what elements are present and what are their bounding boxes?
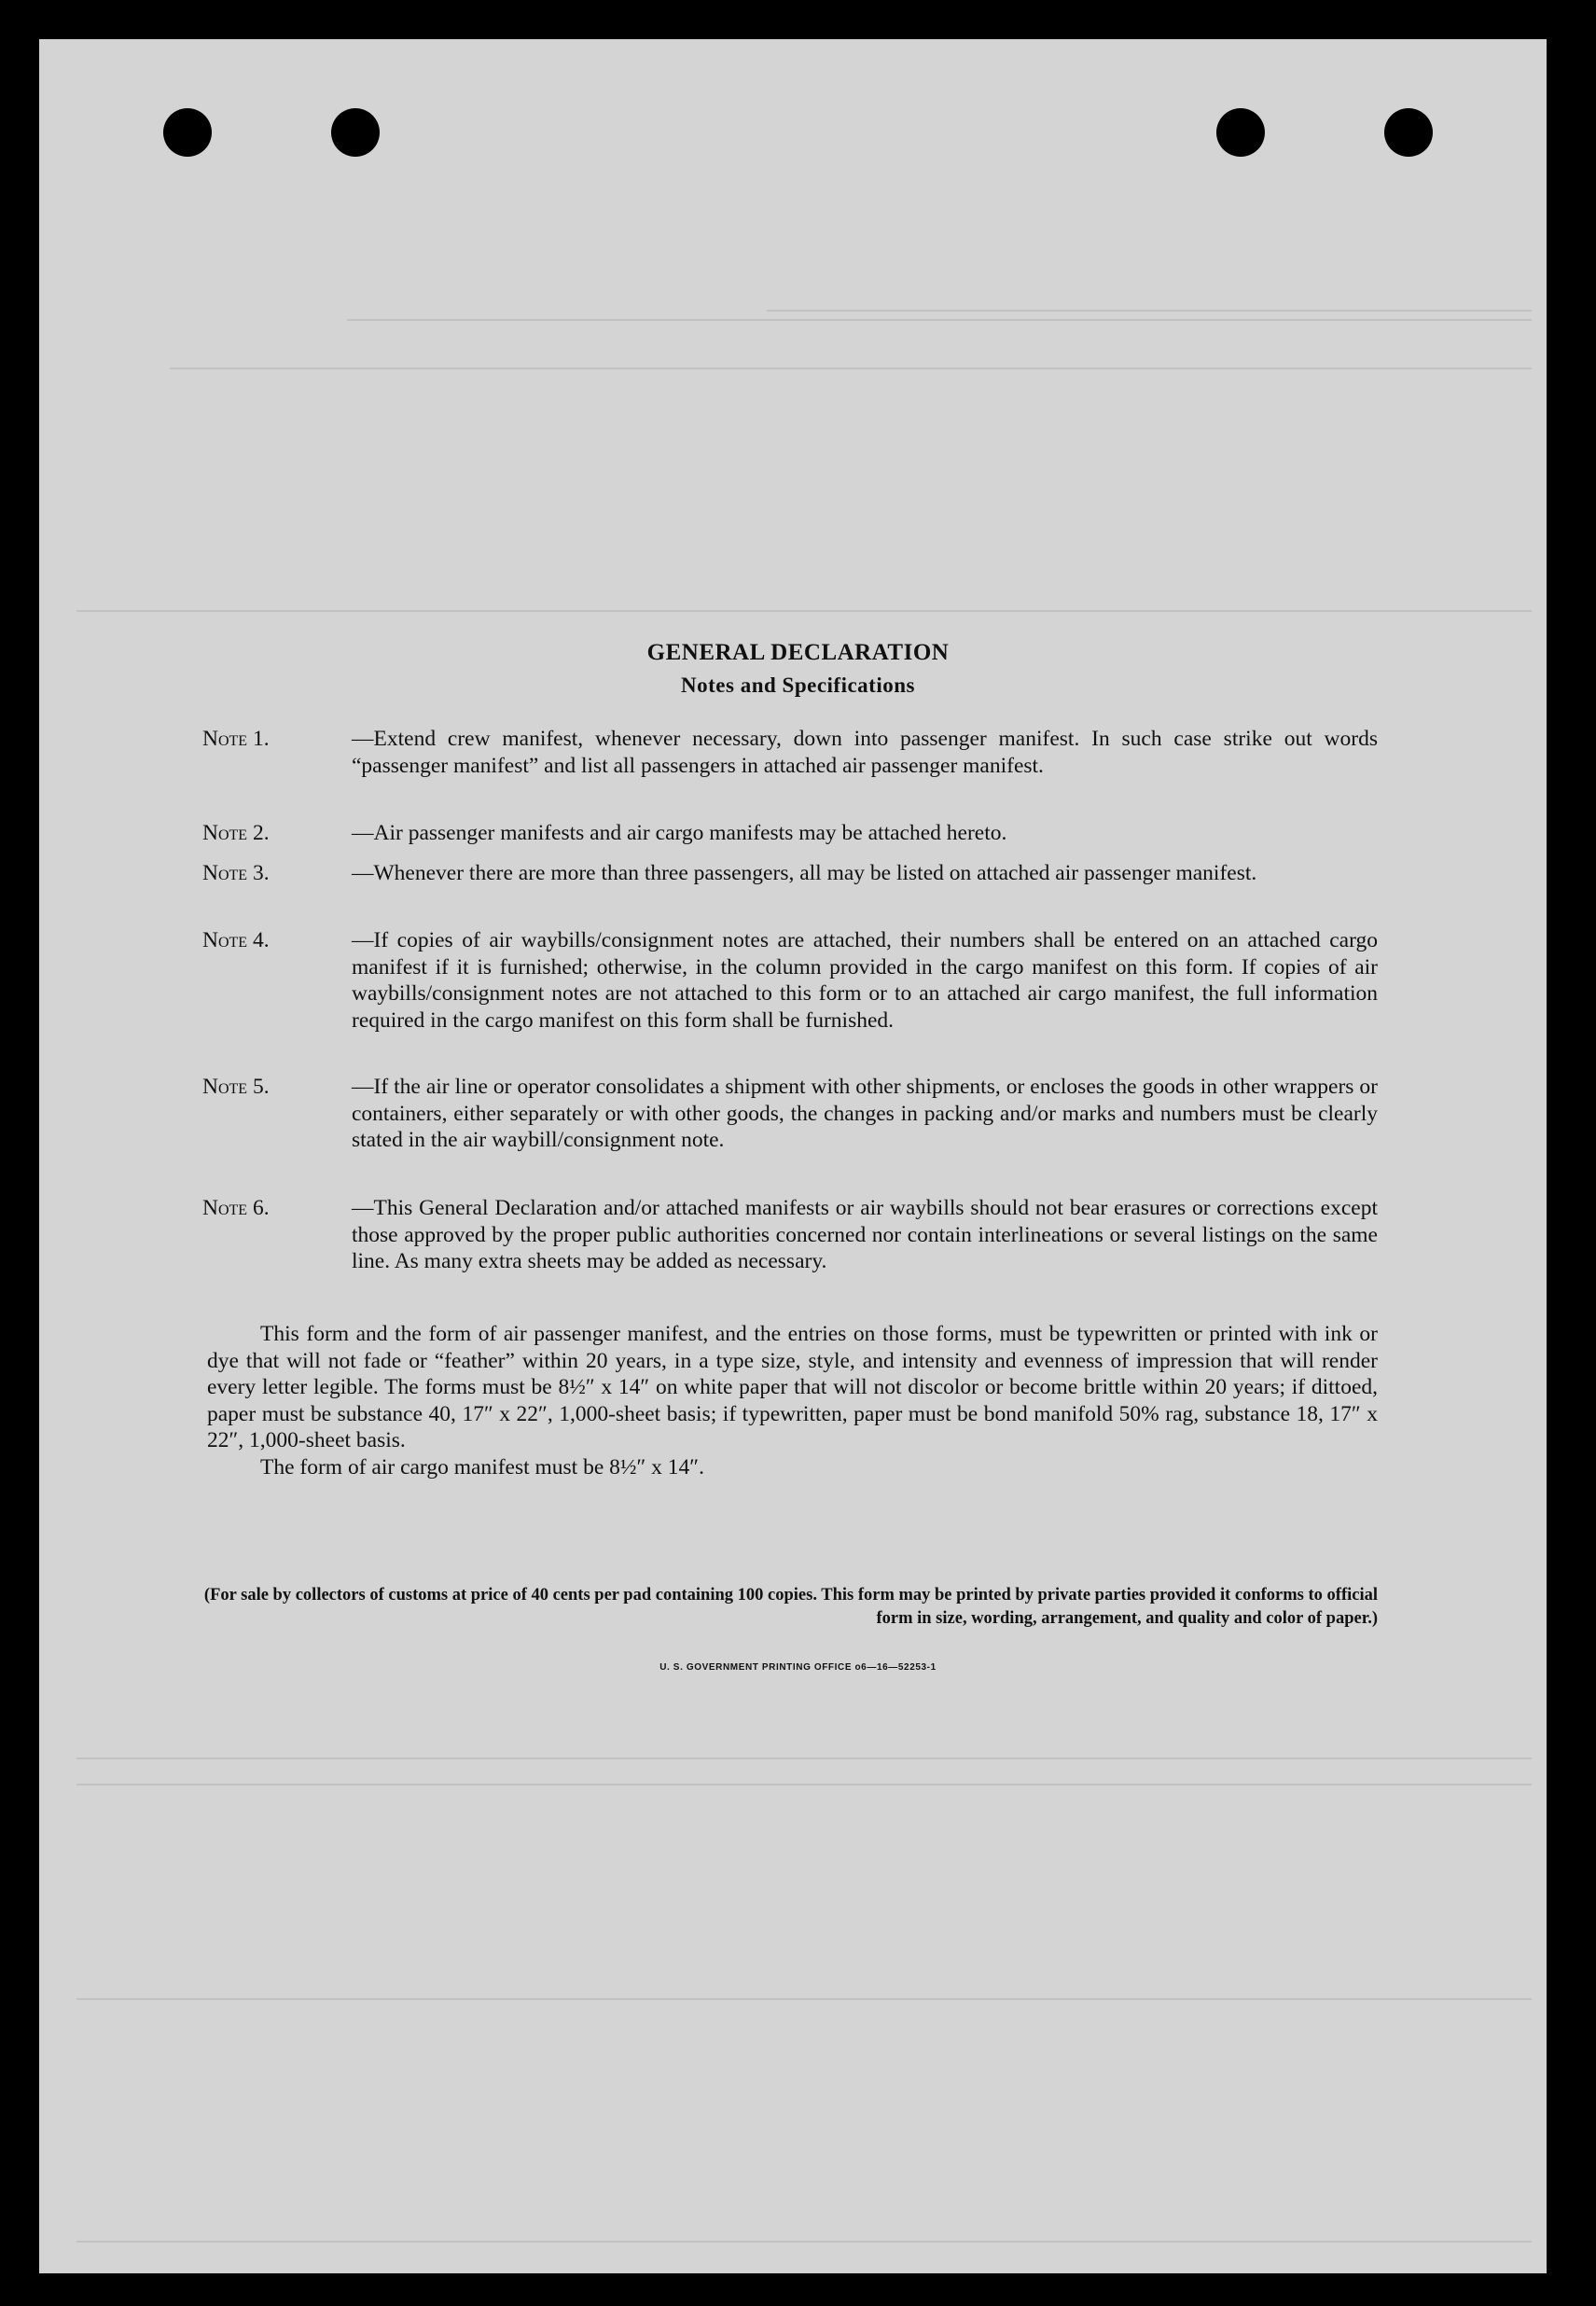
note-label: Note 5. [202, 1075, 270, 1099]
punch-hole-far-right [1384, 108, 1433, 157]
document-page [39, 39, 1547, 2273]
document-subtitle: Notes and Specifications [681, 674, 915, 697]
note-text: —Whenever there are more than three passengers, all may be listed on attached air passenger manifest. [352, 861, 1257, 885]
bleed-through-rule [347, 319, 1532, 321]
note-label: Note 3. [202, 861, 270, 885]
bleed-through-rule [76, 1998, 1532, 2000]
note-6 [202, 1195, 1378, 1275]
note-text: —If copies of air waybills/consignment notes are attached, their numbers shall be entered on an attached cargo manifest if it is furnished; otherwise, in the column provided in the cargo manifest on this form. If copies of air waybills/consignment notes are not attached to this form or to an attached air cargo manifest, the full information required in the cargo manifest on this form shall be furnished. [352, 928, 1378, 1033]
cargo-size-text: The form of air cargo manifest must be 8½″ x 14″. [260, 1454, 704, 1479]
punch-hole-left [163, 108, 212, 157]
bleed-through-rule [170, 368, 1532, 369]
punch-hole-center [331, 108, 380, 157]
note-2 [202, 820, 1378, 847]
document-title: GENERAL DECLARATION [646, 640, 950, 665]
printer-imprint: U. S. GOVERNMENT PRINTING OFFICE o6—16—52253-1 [659, 1662, 937, 1673]
note-label: Note 1. [202, 727, 270, 751]
note-1 [202, 726, 1378, 779]
note-text: —This General Declaration and/or attached manifests or air waybills should not bear erasures or corrections except those approved by the proper public authorities concerned nor contain interlineations or several listings on the same line. As many extra sheets may be added as necessary. [352, 1196, 1378, 1273]
note-label: Note 4. [202, 928, 270, 952]
sale-notice: (For sale by collectors of customs at price of 40 cents per pad containing 100 copies. This form may be printed by private parties provided it conforms to official form in size, wording, arrangement, and quality and color of paper.) [203, 1586, 1378, 1628]
bleed-through-rule [76, 1757, 1532, 1759]
note-5 [202, 1074, 1378, 1154]
note-text: —Extend crew manifest, whenever necessary, down into passenger manifest. In such case strike out words “passenger manifest” and list all passengers in attached air passenger manifest. [352, 727, 1378, 778]
bleed-through-rule [767, 310, 1532, 312]
note-4 [202, 927, 1378, 1034]
note-label: Note 2. [202, 821, 270, 845]
bleed-through-rule [76, 1784, 1532, 1785]
note-label: Note 6. [202, 1196, 270, 1220]
specification-paragraph [207, 1321, 1378, 1480]
note-text: —If the air line or operator consolidates a shipment with other shipments, or encloses the goods in other wrappers or containers, either separately or with other goods, the changes in packing and/or marks and numbers must be clearly stated in the air waybill/consignment note. [352, 1075, 1378, 1152]
note-text: —Air passenger manifests and air cargo manifests may be attached hereto. [352, 821, 1007, 845]
bleed-through-rule [76, 2241, 1532, 2243]
specification-text: This form and the form of air passenger manifest, and the entries on those forms, must be typewritten or printed with ink or dye that will not fade or “feather” within 20 years, in a type size, style, and intensity and evenness of impression that will render every letter legible. The forms must be 8½″ x 14″ on white paper that will not discolor or become brittle within 20 years; if dittoed, paper must be substance 40, 17″ x 22″, 1,000-sheet basis; if typewritten, paper must be bond manifold 50% rag, substance 18, 17″ x 22″, 1,000-sheet basis. [207, 1322, 1378, 1452]
note-3 [202, 860, 1378, 887]
bleed-through-rule [76, 610, 1532, 612]
punch-hole-right [1216, 108, 1265, 157]
